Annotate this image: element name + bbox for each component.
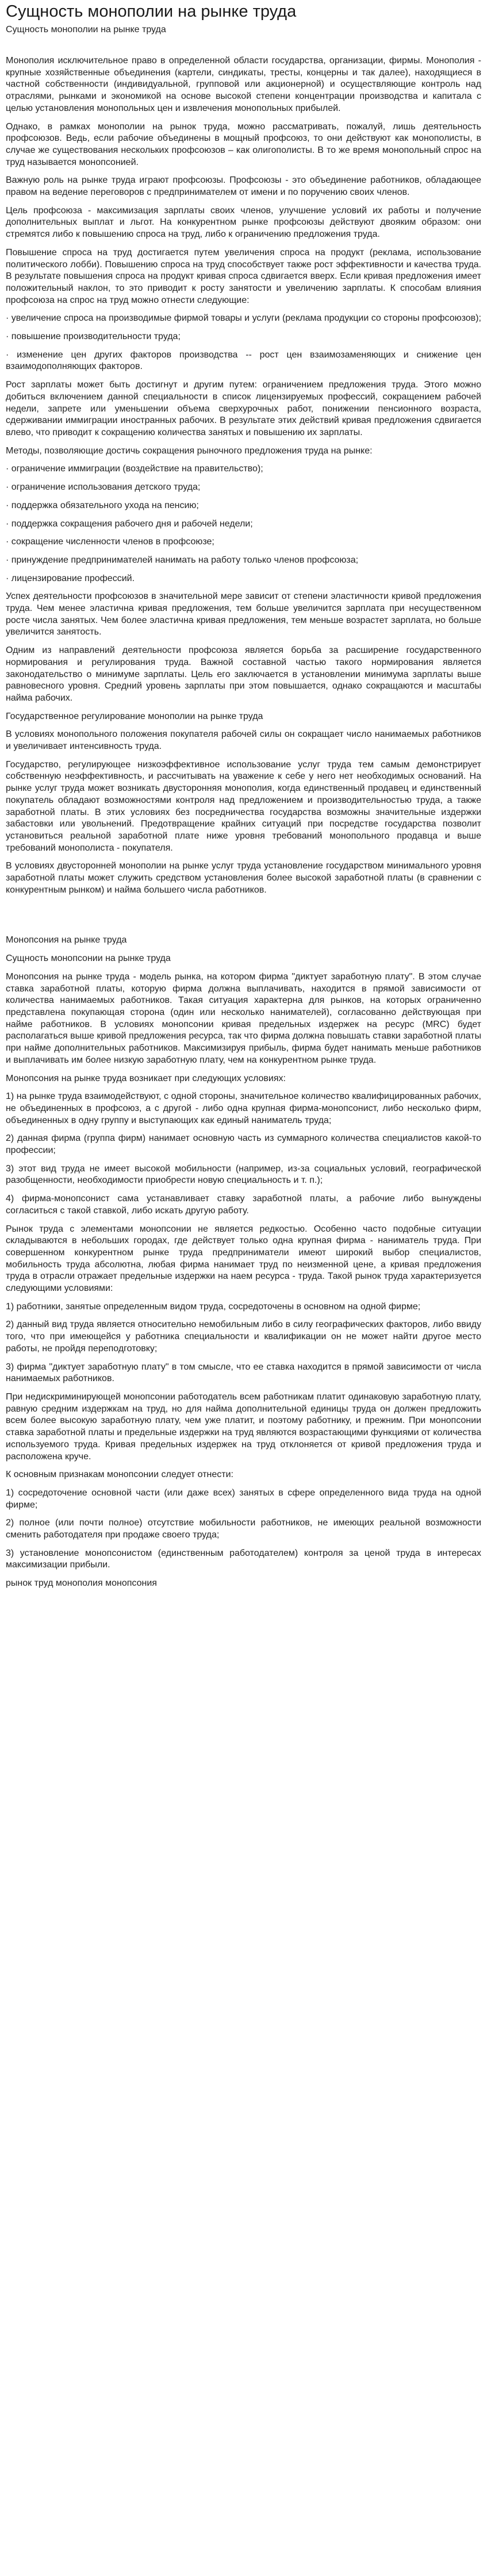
paragraph: Монополия исключительное право в определенной области государства, организации, фирмы. Монополия - крупные хозяйственные объединения (картели, синдикаты, тресты, концерны и так далее), находящиеся в частной собственности (индивидуальной, групповой или акционерной) и осуществляющие контроль над отраслями, рынками и экономикой на основе высокой степени концентрации производства и капитала с целью установления монопольных цен и извлечения монопольных прибылей. <box>6 56 481 113</box>
paragraph: Государственное регулирование монополии на рынке труда <box>6 711 263 721</box>
paragraph: 4) фирма-монопсонист сама устанавливает ставку заработной платы, а рабочие либо вынуждены согласиться с такой ставкой, либо искать другую работу. <box>6 1194 481 1216</box>
paragraph: Рост зарплаты может быть достигнут и другим путем: ограничением предложения труда. Этого можно добиться включением данной специальности в список лицензируемых профессий, сокращением рабочей недели, запрете или уменьшении объема сверхурочных работ, понижении пенсионного возраста, сдерживании иммиграции иностранных рабочих. В результате этих действий кривая предложения сдвигается влево, что приводит к сокращению количества занятых и повышению их зарплаты. <box>6 380 481 437</box>
paragraph: В условиях двусторонней монополии на рынке услуг труда установление государством минимального уровня заработной платы может служить средством установления более высокой заработной платы (в сравнении с конкурентным рынком) и найма большего числа работников. <box>6 861 481 895</box>
paragraph: 1) работники, занятые определенным видом труда, сосредоточены в основном на одной фирме; <box>6 1301 421 1312</box>
paragraph: Однако, в рамках монополии на рынок труда, можно рассматривать, пожалуй, лишь деятельность профсоюзов. Ведь, если рабочие объединены в мощный профсоюз, то они действуют как монополисты, в случае же существования нескольких профсоюзов – как олигополисты. В то же время монопольный спрос на труд называется монопсонией. <box>6 121 481 167</box>
paragraph: Сущность монопсонии на рынке труда <box>6 953 171 964</box>
paragraph: Важную роль на рынке труда играют профсоюзы. Профсоюзы - это объединение работников, обладающее правом на ведение переговоров с предпринимателем от имени и по поручению своих членов. <box>6 175 481 198</box>
paragraph: Успех деятельности профсоюзов в значительной мере зависит от степени эластичности кривой предложения труда. Чем менее эластична кривая предложения, тем больше увеличится зарплата при несущественном росте числа занятых. Чем более эластична кривая предложения, тем меньше возрастет зарплата, но больше увеличится занятость. <box>6 591 481 637</box>
paragraph: В условиях монопольного положения покупателя рабочей силы он сокращает число нанимаемых работников и увеличивает интенсивность труда. <box>6 729 481 752</box>
paragraph: · поддержка сокращения рабочего дня и рабочей недели; <box>6 518 253 529</box>
page-title: Сущность монополии на рынке труда <box>6 2 297 21</box>
paragraph: 2) данная фирма (группа фирм) нанимает основную часть из суммарного количества специалистов какой-то профессии; <box>6 1133 481 1156</box>
paragraph: 3) установление монопсонистом (единственным работодателем) контроля за ценой труда в интересах максимизации прибыли. <box>6 1548 481 1570</box>
paragraph: Цель профсоюза - максимизация зарплаты своих членов, улучшение условий их работы и получение дополнительных выплат и льгот. На конкурентном рынке профсоюзы действуют двояким образом: они стремятся либо к повышению спроса на труд, либо к ограничению предложения труда. <box>6 205 481 240</box>
paragraph: · увеличение спроса на производимые фирмой товары и услуги (реклама продукции со стороны профсоюзов); <box>6 313 481 324</box>
paragraph: · лицензирование профессий. <box>6 573 135 583</box>
paragraph: Рынок труда с элементами монопсонии не является редкостью. Особенно часто подобные ситуации складываются в небольших городах, где действует только одна крупная фирма - наниматель труда. При совершенном конкурентном рынке труда предприниматели имеют широкий выбор специалистов, мобильность труда абсолютна, любая фирма нанимает труд по неизменной цене, а кривая предложения труда в отрасли отражает предельные издержки на наем ресурса - труда. Такой рынок труда характеризуется следующими условиями: <box>6 1224 481 1294</box>
paragraph: · поддержка обязательного ухода на пенсию; <box>6 500 199 510</box>
paragraph: Методы, позволяющие достичь сокращения рыночного предложения труда на рынке: <box>6 445 373 456</box>
paragraph: 3) фирма "диктует заработную плату" в том смысле, что ее ставка находится в прямой зависимости от числа нанимаемых работников. <box>6 1362 481 1384</box>
paragraph: · принуждение предпринимателей нанимать на работу только членов профсоюза; <box>6 555 359 565</box>
paragraph: Повышение спроса на труд достигается путем увеличения спроса на продукт (реклама, использование политического лобби). Повышению спроса на труд способствует также рост эффективности и качества труда. В результате повышения спроса на продукт кривая спроса сдвигается вверх. Если кривая предложения имеет положительный наклон, то это приводит к росту занятости и увеличению зарплаты. К способам влияния профсоюза на спрос на труд можно отнести следующие: <box>6 247 481 305</box>
section-spacer <box>6 902 481 935</box>
paragraph: Одним из направлений деятельности профсоюза является борьба за расширение государственного нормирования и регулирования труда. Важной составной частью такого нормирования является законодательство о минимуме зарплаты. Цель его заключается в установлении минимума зарплаты выше равновесного уровня. Средний уровень зарплаты при этом повышается, однако сокращаются и масштабы найма рабочих. <box>6 645 481 703</box>
paragraph: 2) данный вид труда является относительно немобильным либо в силу географических факторов, либо ввиду того, что при имеющейся у работника специальности и квалификации он не может найти другое место работы, не пройдя переподготовку; <box>6 1320 481 1354</box>
paragraph: Государство, регулирующее низкоэффективное использование услуг труда тем самым демонстрирует собственную неэффективность, и рассчитывать на уважение к себе у него нет необходимых оснований. На рынке услуг труда может возникать двусторонняя монополия, когда единственный продавец и единственный покупатель обладают возможностями контроля над предложением и производительностью труда, а также заработной платы. В этих условиях без посредничества государства возможны значительные издержки забастовки или увольнений. Предотвращение крайних ситуаций при посредстве государства позволит установиться реальной заработной плате ниже уровня требований монопольного продавца и выше требований монополиста - покупателя. <box>6 759 481 853</box>
paragraph: 1) на рынке труда взаимодействуют, с одной стороны, значительное количество квалифицированных рабочих, не объединенных в профсоюз, а с другой - либо одна крупная фирма-монопсонист, либо несколько фирм, объединенных в одну группу и выступающих как единый наниматель труда; <box>6 1091 481 1125</box>
document-page <box>0 1 487 1601</box>
paragraph: Монопсония на рынке труда возникает при следующих условиях: <box>6 1073 286 1083</box>
paragraph: · ограничение использования детского труда; <box>6 482 201 493</box>
article-body <box>6 55 481 1590</box>
paragraph: 2) полное (или почти полное) отсутствие мобильности работников, не имеющих реальной возможности сменить работодателя при продаже своего труда; <box>6 1518 481 1540</box>
paragraph: · изменение цен других факторов производства -- рост цен взаимозаменяющих и снижение цен взаимодополняющих факторов. <box>6 349 481 372</box>
paragraph: При недискриминирующей монопсонии работодатель всем работникам платит одинаковую заработную плату, равную средним издержкам на труд, но для найма дополнительной единицы труда он должен предложить всем более высокую заработную плату, чем уже платит, и поэтому работнику, и прежним. При монопсонии ставка заработной платы и предельные издержки на труд являются возрастающими функциями от количества используемого труда. Кривая предельных издержек на труд отклоняется от кривой предложения труда и расположена круче. <box>6 1391 481 1462</box>
page-subtitle: Сущность монополии на рынке труда <box>6 25 166 34</box>
paragraph: рынок труд монополия монопсония <box>6 1578 157 1589</box>
paragraph: Монопсония на рынке труда <box>6 935 127 945</box>
paragraph: · ограничение иммиграции (воздействие на правительство); <box>6 464 263 474</box>
paragraph: Монопсония на рынке труда - модель рынка, на котором фирма "диктует заработную плату". В этом случае ставка заработной платы, которую фирма должна выплачивать, находится в прямой зависимости от количества нанимаемых работников. Такая ситуация характерна для рынков, на которых ограниченно представлена покупающая сторона (один или несколько нанимателей), согласованно действующая при найме работников. В условиях монопсонии кривая предельных издержек на ресурс (MRC) будет располагаться выше кривой предложения ресурса, так что фирма должна повышать ставки заработной платы при найме дополнительных работников. Максимизируя прибыль, фирма будет нанимать меньше работников и выплачивать им более низкую заработную плату, чем на конкурентном рынке труда. <box>6 971 481 1065</box>
paragraph: · повышение производительности труда; <box>6 332 181 342</box>
paragraph: К основным признакам монопсонии следует отнести: <box>6 1470 233 1480</box>
paragraph: 3) этот вид труда не имеет высокой мобильности (например, из-за социальных условий, географической разобщенности, необходимости приобрести новую специальность и т. п.); <box>6 1163 481 1186</box>
paragraph: · сокращение численности членов в профсоюзе; <box>6 537 214 547</box>
paragraph: 1) сосредоточение основной части (или даже всех) занятых в сфере определенного вида труда на одной фирме; <box>6 1487 481 1510</box>
